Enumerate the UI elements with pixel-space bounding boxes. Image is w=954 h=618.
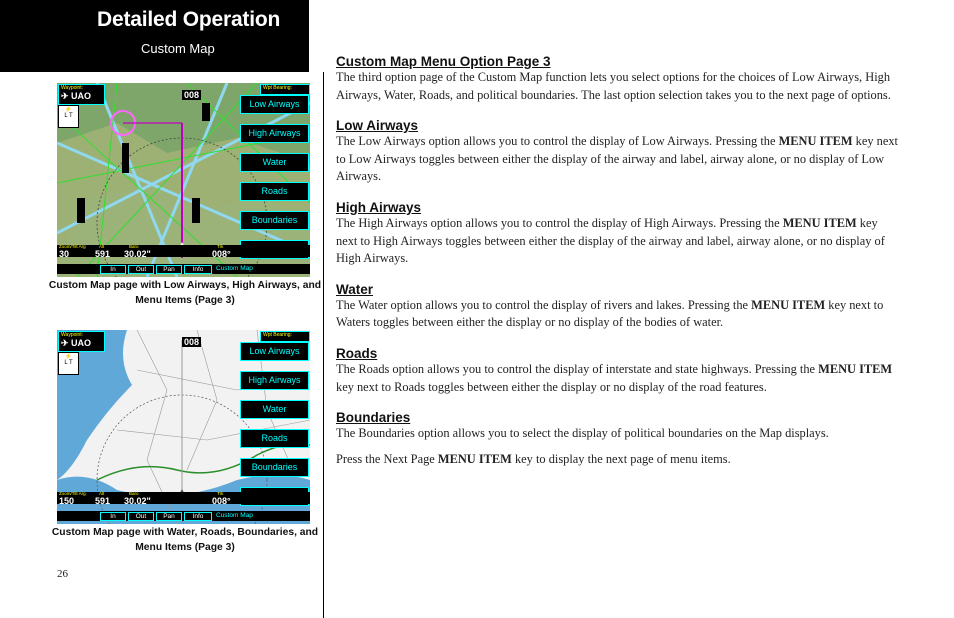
section-heading: Water bbox=[336, 281, 374, 297]
high-airways-button[interactable]: High Airways bbox=[240, 371, 309, 390]
figure-caption-1: Custom Map page with Low Airways, High Airways, and Menu Items (Page 3) bbox=[48, 280, 322, 306]
body-text-run: Press the Next Page bbox=[336, 451, 438, 466]
waypoint-box bbox=[58, 84, 105, 105]
section-body bbox=[336, 425, 902, 443]
mode-label: Custom Map bbox=[216, 265, 253, 272]
trk-value: 008° bbox=[212, 496, 231, 506]
section bbox=[336, 282, 902, 332]
section-body bbox=[336, 215, 902, 268]
section-heading: Low Airways bbox=[336, 118, 419, 134]
body-text-run: key next to Low Airways toggles between either the display of the airway and label, airway alone, or no display of Low Airways. bbox=[336, 134, 898, 184]
section-heading: Boundaries bbox=[336, 410, 411, 426]
menu-item-key-text: MENU ITEM bbox=[778, 134, 853, 149]
low-airways-button[interactable]: Low Airways bbox=[240, 342, 309, 361]
water-button[interactable]: Water bbox=[240, 400, 309, 419]
menu-item-key-text: MENU ITEM bbox=[782, 215, 857, 230]
bearing-label: Wpt Bearing: bbox=[260, 84, 310, 95]
section-heading: Custom Map Menu Option Page 3 bbox=[336, 54, 551, 69]
alt-value: 591 bbox=[95, 496, 111, 506]
softkey-bar bbox=[57, 511, 310, 521]
zoom-label: Zoom/Tilt Arg bbox=[59, 491, 86, 496]
body-text-run: key next to Waters toggles between either the display or no display of the bodies of water. bbox=[336, 297, 884, 330]
high-airways-button[interactable]: High Airways bbox=[240, 124, 309, 143]
waypoint-value: ✈ UAO bbox=[61, 338, 92, 348]
water-button[interactable]: Water bbox=[240, 153, 309, 172]
content-column bbox=[336, 54, 902, 468]
baro-label: Baro bbox=[129, 491, 139, 496]
closing-paragraph bbox=[336, 451, 902, 469]
trk-value: 008° bbox=[212, 249, 231, 259]
alt-label: Alt bbox=[99, 491, 105, 496]
section bbox=[336, 118, 902, 186]
status-bar bbox=[57, 245, 310, 257]
pan-tab[interactable]: Pan bbox=[156, 512, 182, 521]
baro-value: 30.02" bbox=[124, 249, 151, 259]
section bbox=[336, 410, 902, 443]
menu-item-key-text: MENU ITEM bbox=[818, 361, 893, 376]
bearing-label: Wpt Bearing: bbox=[260, 331, 310, 342]
info-tab[interactable]: Info bbox=[184, 512, 212, 521]
page-title: Detailed Operation bbox=[97, 8, 281, 31]
section bbox=[336, 200, 902, 268]
page-header bbox=[0, 0, 309, 72]
body-text-run: The High Airways option allows you to control the display of High Airways. Pressing the bbox=[336, 215, 783, 230]
section-heading: Roads bbox=[336, 345, 378, 361]
alt-value: 591 bbox=[95, 249, 111, 259]
body-text-run: The Water option allows you to control the display of rivers and lakes. Pressing the bbox=[336, 297, 752, 312]
section bbox=[336, 346, 902, 396]
boundaries-button[interactable]: Boundaries bbox=[240, 458, 309, 477]
body-text-run: key next to High Airways toggles between either the display of the airway and label, airway alone, or no display of High Airways. bbox=[336, 215, 885, 266]
waypoint-label: Waypoint: bbox=[61, 332, 84, 338]
mode-label: Custom Map bbox=[216, 512, 253, 519]
map-screenshot-water bbox=[57, 330, 310, 524]
in-tab[interactable]: In bbox=[100, 512, 126, 521]
body-text-run: The Low Airways option allows you to control the display of Low Airways. Pressing the bbox=[336, 134, 779, 149]
body-text-run: The Roads option allows you to control the display of interstate and state highways. Pressing the bbox=[336, 361, 819, 376]
roads-button[interactable]: Roads bbox=[240, 182, 309, 201]
softkey-bar bbox=[57, 264, 310, 274]
menu-item-key-text: MENU ITEM bbox=[437, 451, 512, 466]
body-text-run: The Boundaries option allows you to select the display of political boundaries on the Map displays. bbox=[336, 426, 829, 441]
section-body bbox=[336, 69, 902, 104]
in-tab[interactable]: In bbox=[100, 265, 126, 274]
trk-label: Trk bbox=[217, 491, 224, 496]
heading-box: 008 bbox=[184, 337, 200, 347]
section bbox=[336, 54, 902, 104]
page-number: 26 bbox=[57, 568, 68, 580]
section-body bbox=[336, 133, 902, 186]
menu-item-key-text: MENU ITEM bbox=[751, 297, 826, 312]
trk-label: Trk bbox=[217, 244, 224, 249]
figure-caption-2: Custom Map page with Water, Roads, Boundaries, and Menu Items (Page 3) bbox=[51, 527, 319, 553]
alt-label: Alt bbox=[99, 244, 105, 249]
map-screenshot-airways bbox=[57, 83, 310, 277]
zoom-label: Zoom/Tilt Arg bbox=[59, 244, 86, 249]
zoom-value: 30 bbox=[59, 249, 70, 259]
out-tab[interactable]: Out bbox=[128, 512, 154, 521]
body-text-run: key to display the next page of menu items. bbox=[511, 451, 731, 466]
baro-label: Baro bbox=[129, 244, 139, 249]
section-heading: High Airways bbox=[336, 199, 422, 215]
baro-value: 30.02" bbox=[124, 496, 151, 506]
zoom-value: 150 bbox=[59, 496, 75, 506]
waypoint-value: ✈ UAO bbox=[61, 91, 92, 101]
low-airways-button[interactable]: Low Airways bbox=[240, 95, 309, 114]
info-tab[interactable]: Info bbox=[184, 265, 212, 274]
waypoint-label: Waypoint: bbox=[61, 85, 84, 91]
lightning-icon: ⚡ L T bbox=[58, 352, 79, 375]
section-body bbox=[336, 361, 902, 396]
lightning-icon: ⚡ L T bbox=[58, 105, 79, 128]
boundaries-button[interactable]: Boundaries bbox=[240, 211, 309, 230]
waypoint-box bbox=[58, 331, 105, 352]
out-tab[interactable]: Out bbox=[128, 265, 154, 274]
page-subtitle: Custom Map bbox=[141, 41, 215, 56]
status-bar bbox=[57, 492, 310, 504]
section-body bbox=[336, 297, 902, 332]
body-text-run: The third option page of the Custom Map function lets you select options for the choices of Low Airways, High Airways, Water, Roads, and political boundaries. The last option selection takes you to the next page of options. bbox=[336, 70, 891, 102]
pan-tab[interactable]: Pan bbox=[156, 265, 182, 274]
heading-box: 008 bbox=[184, 90, 200, 100]
roads-button[interactable]: Roads bbox=[240, 429, 309, 448]
body-text-run: key next to Roads toggles between either the display or no display of the road features. bbox=[336, 379, 767, 394]
